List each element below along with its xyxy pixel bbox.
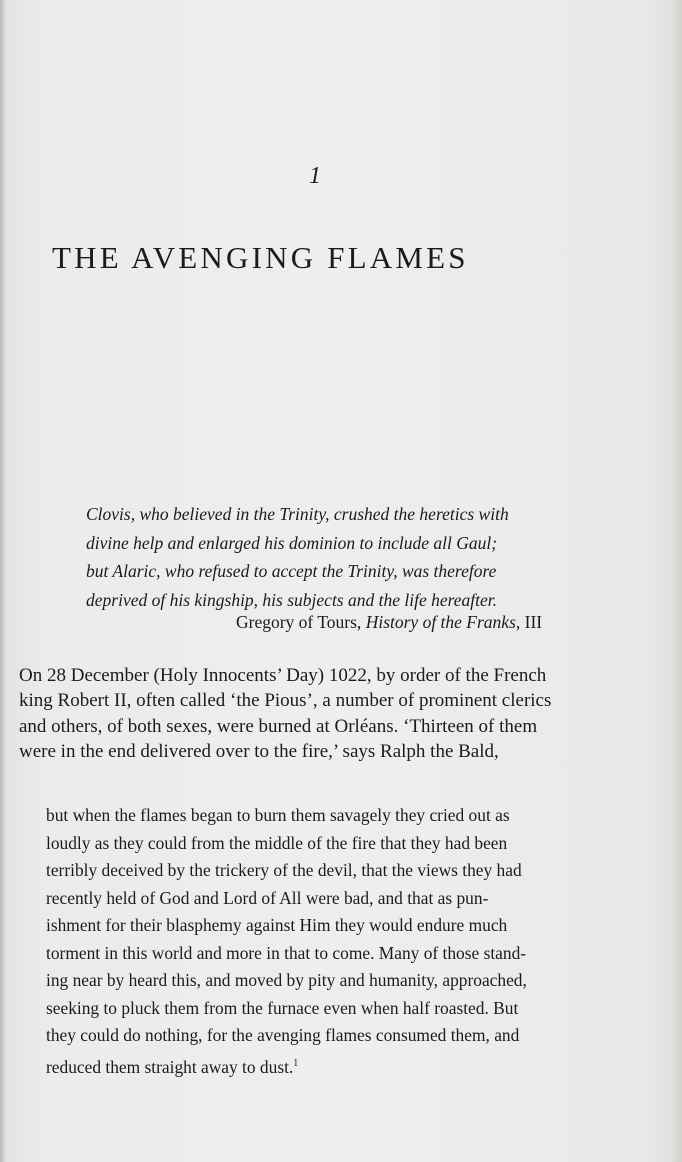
quote-line: ing near by heard this, and moved by pity and humanity, approached, — [46, 970, 527, 990]
quote-line: torment in this world and more in that to come. Many of those stand- — [46, 942, 527, 963]
footnote-marker[interactable]: 1 — [293, 1057, 299, 1069]
body-line: king Robert II, often called ‘the Pious’, a number of prominent clerics — [19, 690, 552, 712]
block-quote — [46, 802, 606, 1081]
quote-line: ishment for their blasphemy against Him they would endure much — [46, 915, 508, 935]
attribution-author: Gregory of Tours, — [236, 612, 362, 632]
attribution-work: History of the Franks — [365, 612, 516, 632]
quote-last-line-text: reduced them straight away to dust. — [46, 1056, 294, 1077]
quote-line: but when the flames began to burn them savagely they cried out as — [46, 805, 510, 825]
epigraph-line: divine help and enlarged his dominion to include all Gaul; — [86, 532, 498, 553]
quote-line — [46, 1050, 606, 1082]
epigraph-line: deprived of his kingship, his subjects and the life hereafter. — [86, 589, 498, 610]
epigraph — [86, 500, 606, 614]
chapter-number: 1 — [309, 163, 321, 189]
epigraph-line: Clovis, who believed in the Trinity, crushed the heretics with — [86, 504, 509, 524]
epigraph-attribution — [236, 612, 616, 633]
body-line: On 28 December (Holy Innocents’ Day) 1022, by order of the French — [19, 665, 547, 686]
quote-line: loudly as they could from the middle of the fire that they had been — [46, 832, 508, 853]
body-line: were in the end delivered over to the fire,’ says Ralph the Bald, — [19, 741, 499, 763]
page-edge-shadow — [672, 0, 682, 1162]
chapter-title: THE AVENGING FLAMES — [52, 240, 469, 275]
epigraph-line: but Alaric, who refused to accept the Trinity, was therefore — [86, 561, 497, 582]
body-line: and others, of both sexes, were burned at Orléans. ‘Thirteen of them — [19, 715, 538, 737]
quote-line: they could do nothing, for the avenging flames consumed them, and — [46, 1025, 520, 1045]
quote-line: recently held of God and Lord of All were bad, and that as pun- — [46, 887, 489, 908]
body-paragraph — [19, 663, 639, 765]
quote-line: terribly deceived by the trickery of the devil, that the views they had — [46, 860, 522, 880]
quote-line: seeking to pluck them from the furnace even when half roasted. But — [46, 997, 519, 1018]
attribution-book: , III — [515, 612, 543, 632]
